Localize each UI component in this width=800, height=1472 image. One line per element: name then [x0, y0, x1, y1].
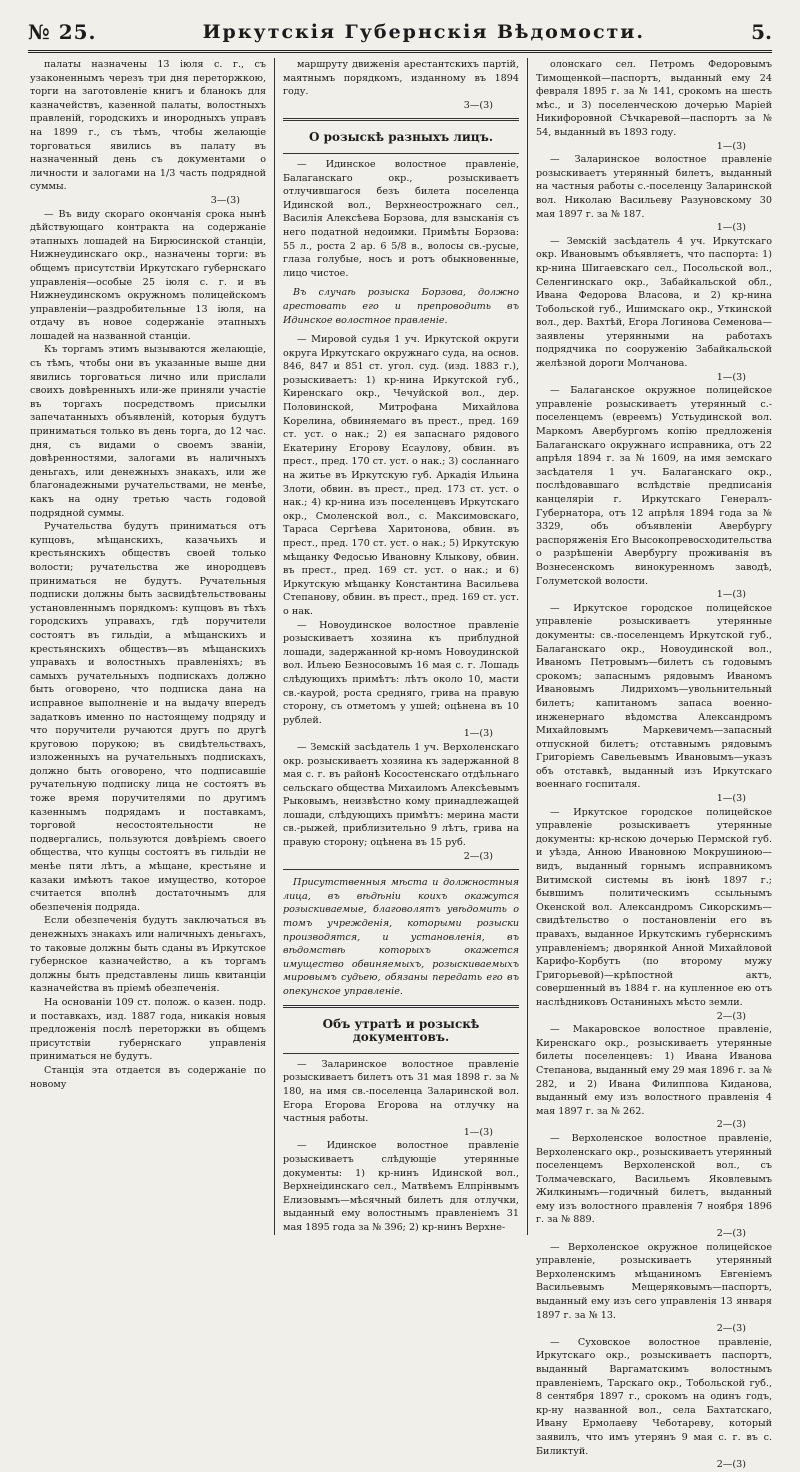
paragraph: — Макаровское волостное правленіе, Киренскаго окр., розыскиваетъ утерянные билеты поселенцевъ: 1) Ивана Иванова Степанова, выданный ему 29 мая 1896 г. за № 282, и 2) Ивана Филиппова Киданова, выданный ему изъ волостного правленія 4 мая 1897 г. за № 262.	[536, 1024, 772, 1117]
notice-count: 2—(3)	[716, 1323, 746, 1335]
paragraph: — Верхоленское окружное полицейское управленіе, розыскиваетъ утерянный Верхоленскимъ мѣщаниномъ Евгеніемъ Васильевымъ Мещеряковымъ—паспортъ, выданный ему изъ сего управленія 13 января 1897 г. за № 13.	[536, 1241, 772, 1321]
paragraph: — Заларинское волостное правленіе розыскиваетъ утерянный билетъ, выданный на частныя работы с.-поселенцу Заларинской вол. Николаю Васильеву Разуновскому 30 мая 1897 г. за № 187.	[536, 154, 772, 220]
divider	[283, 153, 519, 154]
paragraph: — Суховское волостное правленіе, Иркутскаго окр., розыскиваетъ паспортъ, выданный Варгаматскимъ волостнымъ правленіемъ, Тарскаго окр., Тобольской губ., 8 сентября 1897 г., срокомъ на одинъ годъ, кр-ну названной вол., села Бахтатскаго, Ивану Ермолаеву Чеботареву, который заявилъ, что имъ утерянъ 9 мая с. г. въ с. Биликтуй.	[536, 1336, 772, 1457]
issue-number: № 25.	[28, 20, 97, 44]
paragraph: — Въ виду скораго окончанія срока нынѣ дѣйствующаго контракта на содержаніе этапныхъ лошадей на Бирюсинской станціи, Нижнеудинскаго окр., назначены торги: въ общемъ присутствіи Иркутскаго губернскаго управленія—особые 25 іюля с. г. и въ Нижнеудинскомъ окружномъ полицейскомъ управленіи—раздробительные 13 іюля, на отдачу въ новое содержаніе этапныхъ лошадей на названной станціи.	[30, 208, 266, 342]
paragraph: — Иркутское городское полицейское управленіе розыскиваетъ утерянные документы: св.-поселенцемъ Иркутской губ., Балаганскаго окр., Новоудинской вол., Иваномъ Петровымъ—билетъ съ годовымъ срокомъ; запаснымъ рядовымъ Иваномъ Ивановымъ Лидрихомъ—увольнительный билетъ; капитаномъ запаса военно-инженернаго вѣдомства Александромъ Михайловымъ Маркевичемъ—запасный отпускной билетъ; отставнымъ рядовымъ Григоріемъ Савельевымъ Ивановымъ—указъ объ отставкѣ, выданный изъ Иркутскаго военнаго госпиталя.	[536, 602, 772, 791]
notice-count: 1—(3)	[716, 140, 746, 152]
column-3	[527, 58, 772, 1471]
notice-count: 1—(3)	[716, 793, 746, 805]
notice-count: 2—(3)	[716, 1459, 746, 1471]
paragraph: Ручательства будутъ приниматься отъ купцовъ, мѣщанскихъ, казачьихъ и крестьянскихъ обществъ своей только волости; ручательства же инородцевъ приниматься не будутъ. Ручательныя подписки должны быть засвидѣтельствованы установленнымъ порядкомъ: купцовъ въ тѣхъ городскихъ управахъ, гдѣ поручители состоятъ въ гильдіи, а мѣщанскихъ и крестьянскихъ обществъ—въ мѣщанскихъ управахъ и волостныхъ правленіяхъ; въ самыхъ ручательныхъ подпискахъ должно быть оговорено, что подписка дана на исправное выполненіе и на выдачу впередъ задатковъ именно по настоящему подряду и что поручители ручаются другъ по другѣ круговою порукою; въ свидѣтельствахъ, изложенныхъ на ручательныхъ подпискахъ, должно быть оговорено, что подписавшіе ручательную подписку лица не состоятъ въ тоже время поручителями по другимъ казеннымъ подрядамъ и поставкамъ, торговой несостоятельности не подвергались, пользуются довѣріемъ своего общества, что купцы состоятъ въ гильдіи не менѣе пяти лѣтъ, а мѣщане, крестьяне и казаки имѣютъ такое имущество, которое считается вполнѣ достаточнымъ для обезпеченія подряда.	[30, 521, 266, 913]
notice-count: 1—(3)	[463, 728, 493, 740]
paragraph: — Иркутское городское полицейское управленіе розыскиваетъ утерянные документы: кр-нскою дочерью Пермской губ. и уѣзда, Анною Ивановною Мокрушиною—видъ, выданный горнымъ исправникомъ Витимской системы въ іюнѣ 1897 г.; бывшимъ политическимъ ссыльнымъ Окенской вол. Александромъ Сикорскимъ—свидѣтельство о постановленіи его въ правахъ, выданное Иркутскимъ губернскимъ управленіемъ; дворянкой Анной Михайловой Карифо-Корбутъ (по второму мужу Григорьевой)—крѣпостной актъ, совершенный въ 1884 г. на купленное ею отъ наслѣдниковъ Останиныхъ мѣсто земли.	[536, 806, 772, 1008]
paragraph: На основаніи 109 ст. полож. о казен. подр. и поставкахъ, изд. 1887 года, никакія новыя предложенія послѣ переторжки въ общемъ присутствіи губернскаго управленія приниматься не будутъ.	[30, 996, 266, 1063]
column-2	[274, 58, 527, 1235]
paragraph: — Идинское волостное правленіе, Балаганскаго окр., розыскиваетъ отлучившагося безъ билета поселенца Идинской вол., Верхнеострожнаго сел., Василія Алексѣева Борзова, для взысканія съ него податной недоимки. Примѣты Борзова: 55 л., роста 2 ар. 6 5/8 в., волосы св.-русые, глаза голубые, носъ и ротъ обыкновенные, лицо чистое.	[283, 158, 519, 279]
newspaper-title: Иркутскія Губернскія Вѣдомости.	[202, 21, 646, 43]
notice-count: 2—(3)	[716, 1010, 746, 1022]
paragraph: — Земскій засѣдатель 1 уч. Верхоленскаго окр. розыскиваетъ хозяина къ задержанной 8 мая с. г. въ районѣ Косостенскаго отдѣльнаго сельскаго общества Михаиломъ Алексѣевымъ Рыковымъ, неизвѣстно кому принадлежащей лошади, слѣдующихъ примѣтъ: мерина масти св.-рыжей, приблизительно 9 лѣтъ, грива на правую сторону; оцѣнена въ 15 руб.	[283, 741, 519, 849]
paragraph: — Мировой судья 1 уч. Иркутской округи округа Иркутскаго окружнаго суда, на основ. 846, 847 и 851 ст. угол. суд. (изд. 1883 г.), розыскиваетъ: 1) кр-нина Иркутской губ., Киренскаго окр., Чечуйской вол., дер. Половинской, Митрофана Михайлова Корелина, обвиняемаго въ прест., пред. 169 ст. уст. о нак.; 2) ея запаснаго рядового Екатерину Егорову Есаулову, обвин. въ прест., пред. 170 ст. уст. о нак.; 3) сосланнаго на житье въ Иркутскую губ. Аркадія Ильина Злоти, обвин. въ прест., пред. 173 ст. уст. о нак.; 4) кр-нина изъ поселенцевъ Иркутскаго окр., Смоленской вол., с. Максимовскаго, Тараса Сергѣева Харитонова, обвин. въ прест., пред. 170 ст. уст. о нак.; 5) Иркутскую мѣщанку Федосью Ивановну Клыкову, обвин. въ прест., пред. 169 ст. уст. о нак.; и 6) Иркутскую мѣщанку Константина Васильева Степанову, обвин. въ прест., пред. 169 ст. уст. о нак.	[283, 334, 519, 617]
paragraph: олонскаго сел. Петромъ Федоровымъ Тимощенкой—паспортъ, выданный ему 24 февраля 1895 г. за № 141, срокомъ на шесть мѣс., и 3) поселенческою дочерью Маріей Никифоровной Сѣчкаревой—паспортъ за № 54, выданный въ 1893 году.	[536, 59, 772, 138]
paragraph: — Верхоленское волостное правленіе, Верхоленскаго окр., розыскиваетъ утерянный поселенцемъ Верхоленской вол., съ Толмачевскаго, Васильемъ Яковлевымъ Жилкинымъ—годичный билетъ, выданный ему изъ волостного правленія 7 ноября 1896 г. за № 889.	[536, 1132, 772, 1226]
paragraph: Если обезпеченія будутъ заключаться въ денежныхъ знакахъ или наличныхъ деньгахъ, то таковые должны быть сданы въ Иркутское губернское казначейство, а къ торгамъ должны быть представлены лишь квитанціи казначейства въ пріемѣ обезпеченія.	[30, 915, 266, 995]
notice-count: 1—(3)	[716, 371, 746, 383]
paragraph: маршруту движенія арестантскихъ партій, маятнымъ порядкомъ, изданному въ 1894 году.	[283, 59, 519, 98]
notice-count: 2—(3)	[463, 850, 493, 862]
divider	[283, 1005, 519, 1008]
paragraph: — Идинское волостное правленіе розыскиваетъ слѣдующіе утерянные документы: 1) кр-нинъ Идинской вол., Верхнеідинскаго сел., Матвѣемъ Елпрінвымъ Елизовымъ—мѣсячный билетъ для отлучки, выданный ему волостнымъ правленіемъ 31 мая 1895 года за № 396; 2) кр-нинъ Верхне-	[283, 1140, 519, 1233]
notice-count: 1—(3)	[463, 1126, 493, 1138]
divider	[283, 869, 519, 870]
paragraph: — Земскій засѣдатель 4 уч. Иркутскаго окр. Ивановымъ объявляетъ, что паспорта: 1) кр-нина Шигаевскаго сел., Посольской вол., Селенгинскаго окр., Забайкальской обл., Ивана Федорова Власова, и 2) кр-нина Тобольской губ., Ишимскаго окр., Уткинской вол., дер. Вахтѣй, Егора Логинова Семенова—заявлены утерянными на работахъ подрядчика по сооруженію Забайкальской желѣзной дороги Молчанова.	[536, 235, 772, 370]
section-heading-documents: Объ утратѣ и розыскѣ документовъ.	[322, 1016, 480, 1045]
divider	[283, 1053, 519, 1054]
italic-note: Присутственныя мѣста и должностныя лица, въ вѣдѣніи коихъ окажутся розыскиваемые, благоволятъ увѣдомить о томъ учрежденія, которыми розыски производятся, и установленія, въ вѣдомствѣ которыхъ окажется имущество обвиняемыхъ, розыскиваемыхъ мировымъ судьею, обязаны передать его въ опекунское управленіе.	[283, 877, 519, 997]
columns	[30, 58, 772, 1471]
page-number: 5.	[751, 20, 772, 44]
divider	[283, 118, 519, 121]
paragraph: Къ торгамъ этимъ вызываются желающіе, съ тѣмъ, чтобы они въ указанные выше дни явились торговаться лично или прислали своихъ довѣренныхъ или-же приняли участіе въ торгахъ посредствомъ присылки запечатанныхъ объявленій, которыя будутъ приниматься только въ день торга, до 12 час. дня, съ видами о своемъ званіи, довѣренностями, залогами въ наличныхъ деньгахъ, или денежныхъ знакахъ, или же благонадежными ручательствами, не менѣе, какъ на одну третью часть годовой подрядной суммы.	[30, 344, 266, 519]
column-1	[30, 58, 274, 1235]
paragraph: — Новоудинское волостное правленіе розыскиваетъ хозяина къ приблудной лошади, задержанной кр-номъ Новоудинской вол. Ильею Безносовымъ 16 мая с. г. Лошадь слѣдующихъ примѣтъ: лѣтъ около 10, масти св.-каурой, роста средняго, грива на правую сторону, съ отметомъ у ушей; оцѣнена въ 10 рублей.	[283, 619, 519, 726]
paragraph: — Балаганское окружное полицейское управленіе розыскиваетъ утерянный с.-поселенцемъ (евреемъ) Устьудинской вол. Маркомъ Авербургомъ копію предложенія Балаганскаго окружнаго исправника, отъ 22 апрѣля 1894 г. за № 1609, на имя земскаго засѣдателя 1 уч. Балаганскаго окр., послѣдовавшаго вслѣдствіе предписанія канцеляріи г. Иркутскаго Генералъ-Губернатора, отъ 12 апрѣля 1894 года за № 3329, объ объявленіи Авербургу распоряженія Его Высокопревосходительства о разрѣшеніи Авербургу проживанія въ Вознесенскомъ винокуренномъ заводѣ, Голуметской волости.	[536, 385, 772, 587]
notice-count: 2—(3)	[716, 1119, 746, 1131]
paragraph: — Заларинское волостное правленіе розыскиваетъ билетъ отъ 31 мая 1898 г. за № 180, на имя св.-поселенца Заларинской вол. Егора Егорова Егорова на отлучку на частныя работы.	[283, 1058, 519, 1125]
section-heading-persons: О розыскѣ разныхъ лицъ.	[308, 130, 494, 145]
notice-count: 3—(3)	[210, 194, 240, 206]
notice-count: 1—(3)	[716, 222, 746, 234]
notice-count: 2—(3)	[716, 1228, 746, 1240]
notice-count: 1—(3)	[716, 589, 746, 601]
paragraph: Станція эта отдается въ содержаніе по новому	[30, 1064, 266, 1090]
paragraph: палаты назначены 13 іюля с. г., съ узаконеннымъ черезъ три дня переторжкою, торги на заготовленіе книгъ и бланокъ для казначействъ, казенной палаты, волостныхъ правленій, городскихъ и инородныхъ управъ на 1899 г., съ тѣмъ, чтобы желающіе торговаться явились въ палату въ назначенный день съ документами о личности и залогами на 1/3 часть подрядной суммы.	[30, 59, 266, 193]
italic-note: Въ случаѣ розыска Борзова, должно арестовать его и препроводить въ Идинское волостное правленіе.	[283, 287, 519, 326]
notice-count: 3—(3)	[463, 99, 493, 111]
page-header	[28, 14, 772, 53]
